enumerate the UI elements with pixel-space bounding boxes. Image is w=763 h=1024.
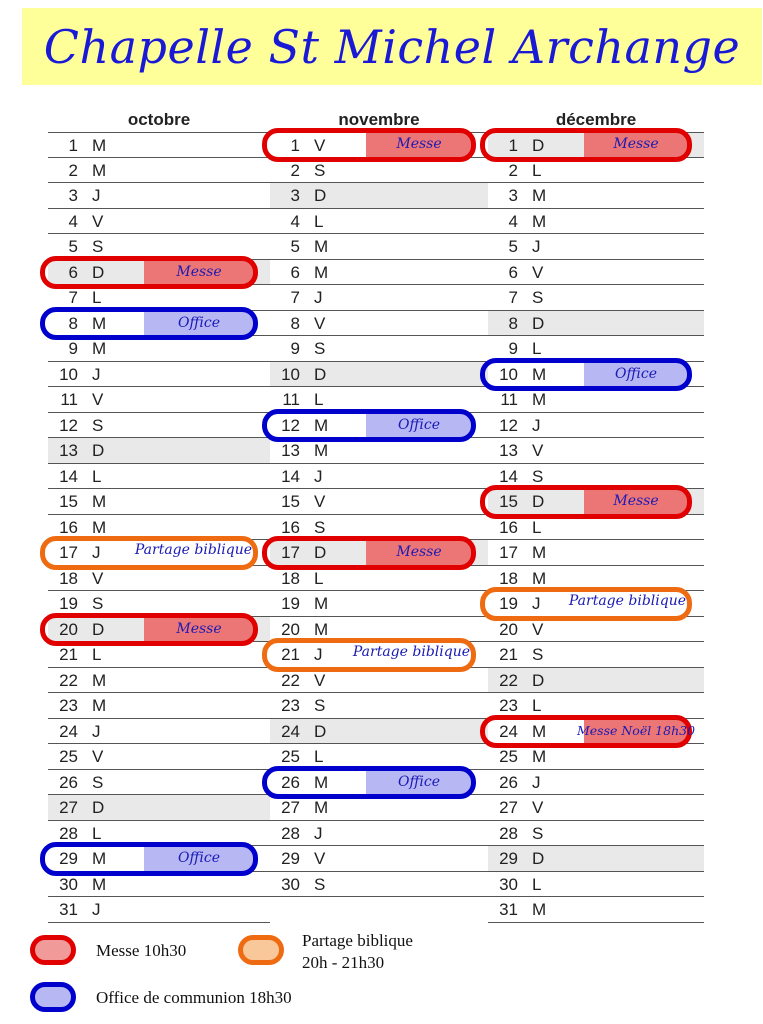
day-number: 22 [59, 670, 78, 690]
office-event-label: Office [398, 773, 440, 790]
partage-event-label: Partage biblique [568, 593, 686, 609]
office-event-marker [480, 358, 692, 392]
day-number: 10 [281, 364, 300, 384]
day-name: J [532, 415, 541, 435]
day-row [48, 183, 270, 209]
messe-event-marker [262, 128, 476, 162]
day-number: 20 [281, 619, 300, 639]
day-row [270, 234, 488, 260]
day-number: 13 [281, 441, 300, 460]
legend-partage-line2: 20h - 21h30 [302, 953, 385, 972]
day-name: M [92, 160, 107, 180]
day-row [488, 311, 704, 337]
day-name: D [314, 364, 327, 384]
day-number: 21 [59, 645, 78, 664]
day-number: 23 [281, 696, 300, 715]
day-number: 9 [290, 339, 300, 358]
day-number: 1 [68, 136, 78, 155]
day-row [488, 642, 704, 668]
day-number: 23 [499, 696, 518, 715]
legend-partage-line1: Partage biblique [302, 931, 413, 950]
month-header: novembre [338, 110, 420, 129]
day-number: 9 [68, 339, 78, 358]
day-number: 27 [59, 798, 78, 817]
day-name: M [92, 696, 107, 715]
day-name: D [314, 543, 327, 562]
office-event-marker [262, 766, 476, 800]
day-row [270, 489, 488, 515]
day-row [48, 693, 270, 719]
day-number: 30 [499, 874, 518, 894]
day-name: L [532, 517, 542, 537]
day-number: 12 [59, 415, 78, 435]
day-number: 28 [499, 823, 518, 843]
day-number: 24 [499, 721, 518, 741]
day-name: M [314, 594, 329, 613]
day-row [270, 591, 488, 617]
day-number: 4 [290, 211, 300, 231]
partage-event-label: Partage biblique [134, 542, 252, 558]
day-name: S [92, 237, 104, 256]
day-name: D [92, 798, 105, 817]
day-name: D [532, 670, 545, 690]
day-name: M [92, 874, 107, 894]
day-number: 1 [508, 136, 518, 155]
day-row [488, 438, 704, 464]
day-name: M [92, 670, 107, 690]
day-name: S [92, 594, 104, 613]
day-number: 4 [508, 211, 518, 231]
day-name: D [314, 186, 327, 205]
day-number: 30 [281, 874, 300, 894]
day-name: J [92, 900, 101, 919]
day-number: 24 [281, 721, 300, 741]
office-event-label: Office [178, 314, 220, 331]
day-name: M [532, 543, 547, 562]
day-name: M [92, 339, 107, 358]
day-name: M [314, 619, 329, 639]
office-event-marker [262, 409, 476, 443]
messe-event-marker [480, 485, 692, 519]
day-number: 8 [290, 313, 300, 333]
day-name: M [314, 237, 329, 256]
day-number: 11 [282, 390, 300, 409]
day-name: S [314, 696, 326, 715]
day-name: V [314, 492, 326, 511]
legend-messe-label: Messe 10h30 [96, 941, 187, 960]
day-name: S [532, 823, 544, 843]
day-row [488, 821, 704, 847]
day-name: L [532, 160, 542, 180]
day-row [488, 872, 704, 898]
office-event-marker [40, 307, 258, 341]
day-name: S [314, 339, 326, 358]
day-number: 31 [59, 900, 78, 919]
day-row [488, 846, 704, 872]
day-name: M [532, 211, 547, 231]
day-name: V [532, 441, 544, 460]
day-name: V [92, 568, 104, 588]
day-number: 17 [281, 543, 300, 562]
day-number: 7 [290, 288, 300, 307]
day-row [270, 183, 488, 209]
day-name: J [92, 364, 101, 384]
day-number: 5 [290, 237, 300, 256]
day-name: M [532, 747, 547, 766]
day-name: V [532, 798, 544, 817]
day-name: M [314, 798, 329, 817]
day-name: D [532, 313, 545, 333]
day-number: 7 [508, 288, 518, 307]
day-row [48, 132, 270, 158]
day-row [48, 209, 270, 235]
messe-event-label: Messe [613, 136, 659, 152]
legend-office-swatch [30, 982, 76, 1012]
day-number: 18 [281, 568, 300, 588]
day-number: 10 [59, 364, 78, 384]
day-name: M [314, 415, 329, 435]
day-name: V [314, 313, 326, 333]
month-header: décembre [555, 110, 637, 129]
day-number: 3 [508, 186, 518, 205]
legend-messe-swatch [30, 935, 76, 965]
day-name: L [532, 696, 542, 715]
day-name: M [532, 390, 547, 409]
day-name: M [532, 900, 547, 919]
day-name: V [92, 211, 104, 231]
day-number: 4 [68, 211, 78, 231]
partage-event-label: Partage biblique [352, 644, 470, 660]
day-name: J [314, 466, 323, 486]
day-row [488, 795, 704, 821]
day-name: V [314, 849, 326, 868]
day-number: 19 [281, 594, 300, 613]
day-row [488, 234, 704, 260]
day-row [270, 209, 488, 235]
day-name: S [92, 772, 104, 792]
day-number: 26 [499, 772, 518, 792]
day-number: 8 [508, 313, 518, 333]
day-row [488, 183, 704, 209]
office-event-label: Office [615, 365, 657, 382]
day-row [48, 387, 270, 413]
day-name: D [532, 492, 545, 511]
day-number: 14 [59, 466, 78, 486]
day-name: V [92, 390, 104, 409]
month-header: octobre [127, 110, 191, 129]
day-number: 16 [499, 517, 518, 537]
day-name: M [532, 721, 547, 741]
day-number: 10 [499, 364, 518, 384]
day-name: M [314, 772, 329, 792]
day-name: M [532, 568, 547, 588]
day-name: S [532, 288, 544, 307]
day-name: M [532, 364, 547, 384]
day-number: 19 [499, 594, 518, 613]
office-event-label: Office [398, 416, 440, 433]
day-name: M [532, 186, 547, 205]
day-number: 29 [499, 849, 518, 868]
day-number: 22 [499, 670, 518, 690]
day-name: L [92, 466, 102, 486]
day-name: S [92, 415, 104, 435]
messe-event-label: Messe Noël 18h30 [576, 722, 696, 738]
day-number: 12 [499, 415, 518, 435]
day-name: L [92, 645, 102, 664]
office-event-label: Office [178, 850, 220, 866]
day-row [270, 336, 488, 362]
day-number: 5 [508, 237, 518, 256]
day-number: 30 [59, 874, 78, 894]
day-number: 18 [59, 568, 78, 588]
day-number: 17 [59, 543, 78, 562]
day-row [48, 719, 270, 745]
day-number: 21 [281, 645, 300, 664]
day-number: 20 [499, 619, 518, 639]
day-number: 2 [508, 160, 518, 180]
day-name: S [314, 160, 326, 180]
day-name: J [314, 823, 323, 843]
messe-event-label: Messe [396, 136, 442, 152]
day-row [48, 489, 270, 515]
day-number: 26 [281, 772, 300, 792]
day-name: L [314, 747, 324, 766]
day-number: 11 [60, 390, 78, 409]
day-row [488, 413, 704, 439]
day-number: 13 [499, 441, 518, 460]
day-name: J [92, 543, 101, 562]
day-name: L [314, 568, 324, 588]
day-number: 25 [59, 747, 78, 766]
day-name: M [92, 313, 107, 333]
day-number: 29 [281, 849, 300, 868]
day-name: M [314, 262, 329, 282]
day-name: V [314, 670, 326, 690]
day-number: 2 [290, 160, 300, 180]
day-number: 16 [281, 517, 300, 537]
day-row [270, 285, 488, 311]
day-number: 31 [499, 900, 518, 919]
day-row [488, 285, 704, 311]
day-name: M [92, 849, 107, 868]
day-row [270, 846, 488, 872]
day-number: 28 [59, 823, 78, 843]
day-name: L [314, 390, 324, 409]
day-number: 2 [68, 160, 78, 180]
day-name: J [532, 237, 541, 256]
day-number: 17 [499, 543, 518, 562]
messe-event-label: Messe [176, 620, 222, 637]
day-row [270, 260, 488, 286]
day-row [48, 158, 270, 184]
day-number: 3 [290, 186, 300, 205]
day-row [48, 362, 270, 388]
day-number: 11 [500, 390, 518, 409]
day-row [48, 438, 270, 464]
day-number: 14 [499, 466, 518, 486]
day-row [488, 540, 704, 566]
day-name: D [92, 441, 105, 460]
day-number: 24 [59, 721, 78, 741]
day-number: 27 [499, 798, 518, 817]
day-name: D [92, 619, 105, 639]
day-name: D [314, 721, 327, 741]
day-name: J [92, 186, 101, 205]
day-number: 6 [68, 262, 78, 282]
day-row [270, 821, 488, 847]
day-row [270, 719, 488, 745]
day-number: 20 [59, 619, 78, 639]
messe-event-label: Messe [176, 263, 222, 280]
day-name: D [92, 262, 105, 282]
day-number: 5 [68, 237, 78, 256]
day-row [488, 770, 704, 796]
messe-event-marker [480, 128, 692, 162]
day-number: 1 [290, 136, 300, 155]
messe-event-label: Messe [613, 493, 659, 509]
day-name: M [92, 136, 107, 155]
day-row [48, 668, 270, 694]
day-number: 16 [59, 517, 78, 537]
day-name: J [314, 288, 323, 307]
legend-partage-swatch [238, 935, 284, 965]
messe-event-label: Messe [396, 544, 442, 560]
day-number: 18 [499, 568, 518, 588]
day-name: L [92, 823, 102, 843]
day-row [270, 693, 488, 719]
day-number: 21 [499, 645, 518, 664]
legend-partage-label [302, 930, 413, 974]
day-number: 26 [59, 772, 78, 792]
day-row [48, 770, 270, 796]
day-row [48, 464, 270, 490]
day-name: J [92, 721, 101, 741]
day-number: 23 [59, 696, 78, 715]
day-row [48, 744, 270, 770]
day-number: 28 [281, 823, 300, 843]
day-name: L [532, 874, 542, 894]
day-number: 22 [281, 670, 300, 690]
messe-event-marker [262, 536, 476, 570]
day-name: S [314, 517, 326, 537]
day-name: L [92, 288, 102, 307]
day-number: 27 [281, 798, 300, 817]
day-name: D [532, 849, 545, 868]
day-name: M [92, 517, 107, 537]
day-name: D [532, 136, 545, 155]
day-number: 14 [281, 466, 300, 486]
day-name: L [314, 211, 324, 231]
day-number: 19 [59, 594, 78, 613]
day-name: V [532, 262, 544, 282]
day-name: M [92, 492, 107, 511]
day-row [270, 311, 488, 337]
day-name: V [92, 747, 104, 766]
day-row [48, 413, 270, 439]
day-name: L [532, 339, 542, 358]
day-number: 8 [68, 313, 78, 333]
day-row [488, 209, 704, 235]
day-row [488, 260, 704, 286]
day-number: 6 [508, 262, 518, 282]
messe-event-marker [40, 256, 258, 290]
day-name: J [314, 645, 323, 664]
day-row [270, 362, 488, 388]
day-number: 15 [281, 492, 300, 511]
day-number: 25 [281, 747, 300, 766]
day-row [488, 897, 704, 923]
day-number: 13 [59, 441, 78, 460]
day-name: J [532, 594, 541, 613]
day-number: 15 [59, 492, 78, 511]
day-number: 9 [508, 339, 518, 358]
day-number: 6 [290, 262, 300, 282]
page-title: Chapelle St Michel Archange [43, 19, 741, 74]
day-number: 15 [499, 492, 518, 511]
day-name: V [314, 136, 326, 155]
day-name: S [532, 466, 544, 486]
day-number: 12 [281, 415, 300, 435]
day-name: V [532, 619, 544, 639]
messe-event-marker [40, 613, 258, 647]
day-name: M [314, 441, 329, 460]
day-name: J [532, 772, 541, 792]
day-number: 25 [499, 747, 518, 766]
day-row [488, 668, 704, 694]
legend-office-label: Office de communion 18h30 [96, 988, 292, 1007]
day-number: 7 [68, 288, 78, 307]
day-number: 29 [59, 849, 78, 868]
day-name: S [314, 874, 326, 894]
day-row [270, 464, 488, 490]
day-row [270, 872, 488, 898]
day-row [48, 795, 270, 821]
day-row [48, 897, 270, 923]
day-name: S [532, 645, 544, 664]
day-number: 3 [68, 186, 78, 205]
office-event-marker [40, 842, 258, 876]
